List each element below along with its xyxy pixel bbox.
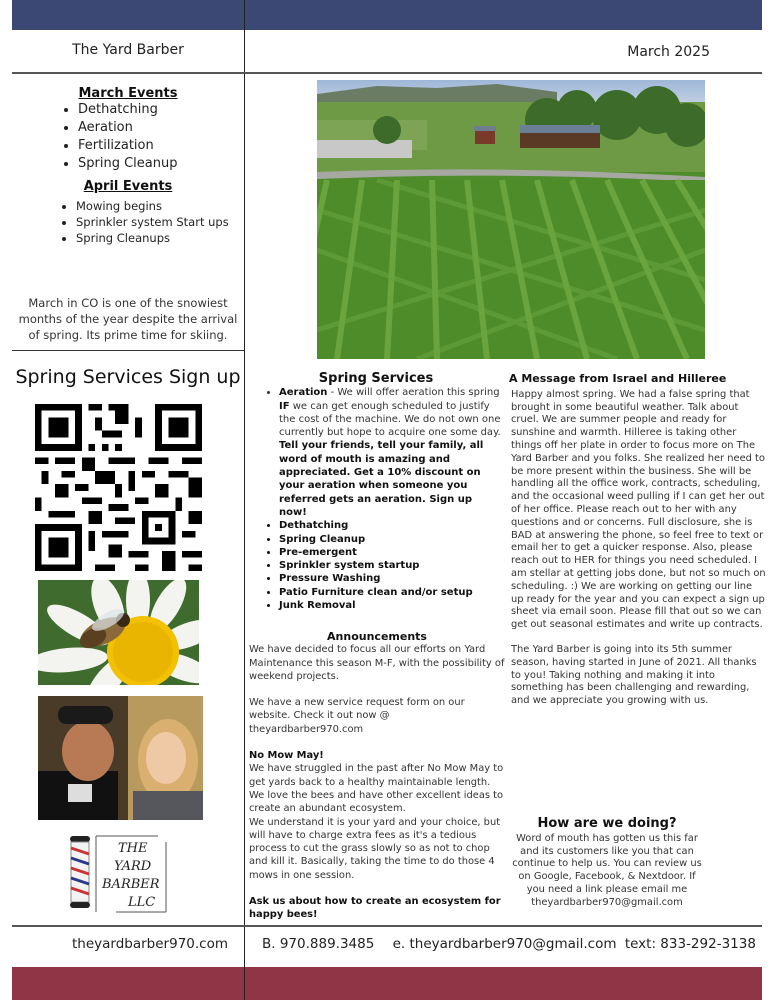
announcement-paragraph: We have a new service request form on our website. Check it out now @ theyardbarber970.com xyxy=(249,697,465,735)
feedback-section xyxy=(509,818,705,910)
bottom-color-band xyxy=(12,967,762,1000)
aeration-text: - We will offer aeration this spring xyxy=(327,387,500,399)
list-item: • Sprinkler system Start ups xyxy=(76,214,244,230)
feedback-text: Word of mouth has gotten us this far and its customers like you that can continue to help us. You can review us on Google, Facebook, & Nextdoor. If you need a link please email me xyxy=(512,832,702,895)
colorado-weather-note: March in CO is one of the snowiest months of the year despite the arrival of spring. Its prime time for skiing. xyxy=(18,296,238,342)
signup-title: Spring Services Sign up xyxy=(15,366,241,388)
israel-and-hilleree-photo xyxy=(38,696,203,820)
footer-website-link[interactable]: theyardbarber970.com xyxy=(71,936,228,952)
yard-barber-logo xyxy=(66,830,174,915)
svg-text:BARBER: BARBER xyxy=(102,877,160,892)
footer-text-number[interactable]: text: 833-292-3138 xyxy=(624,936,756,952)
list-item: • Patio Furniture clean and/or setup xyxy=(279,586,503,599)
message-paragraph: Happy almost spring. We had a false spring that brought in some beautiful weather. Talk about cruel. We are summer people and ready for sunshine and warmth. Hilleree is taking other things off her plate in order to focus more on The Yard Barber and you folks. She realized her need to be more present within the business. She will be handling all the office work, contracts, scheduling, and the occasional weed pulling if I can get her out of her office. Please reach out to her with any questions and or concerns. Full disclosure, she is BAD at answering the phone, so feel free to text or email her to get a quicker response. Also, please reach out to HER for things you need scheduled. I am stellar at getting jobs done, but not so much on scheduling. :) We are working on getting our line up ready for the year and you can expect a sign up sheet via email soon. Please fill that out so we can get out seasonal estimates and write up contracts. xyxy=(511,388,766,631)
list-item: • Spring Cleanups xyxy=(76,230,244,246)
announcements-title: Announcements xyxy=(327,630,427,643)
sidebar-divider xyxy=(12,350,244,351)
spring-services-title: Spring Services xyxy=(318,371,434,386)
issue-date: March 2025 xyxy=(627,44,710,60)
list-item-aeration xyxy=(279,386,503,519)
aeration-text-2: we can get enough scheduled to justify the cost of the machine. We do not own one currently but hope to acquire one some day. xyxy=(279,400,501,439)
qr-code-icon[interactable] xyxy=(35,404,202,571)
april-events-list xyxy=(76,198,244,246)
aeration-referral-text: Tell your friends, tell your family, all word of mouth is amazing and appreciated. Get a 10% discount on your aeration when someone you referred gets an aeration. Sign up now! xyxy=(279,440,484,518)
list-item: • Pressure Washing xyxy=(279,572,503,585)
list-item: • Spring Cleanup xyxy=(78,155,244,173)
announcement-paragraph: We have decided to focus all our efforts on Yard Maintenance this season M-F, with the possibility of weekend projects. xyxy=(249,644,505,682)
spring-services-section xyxy=(249,372,503,612)
list-item: • Dethatching xyxy=(78,101,244,119)
aeration-if: IF xyxy=(279,400,290,412)
column-divider xyxy=(244,0,245,1000)
footer-email[interactable]: e. theyardbarber970@gmail.com xyxy=(392,936,617,952)
aeration-label: Aeration xyxy=(279,387,328,399)
owners-message-section xyxy=(509,373,767,720)
april-events-title: April Events xyxy=(83,179,173,194)
top-color-band xyxy=(12,0,762,30)
feedback-title: How are we doing? xyxy=(537,816,677,831)
announcement-paragraph: We understand it is your yard and your choice, but will have to charge extra fees as it's a tedious process to cut the grass slowly so as not to chop and kill it. Basically, taking the time to do those 4 mows in one session. xyxy=(249,816,501,881)
striped-lawn-photo xyxy=(317,80,705,359)
footer-divider xyxy=(12,925,762,927)
list-item: • Pre-emergent xyxy=(279,546,503,559)
svg-text:THE: THE xyxy=(118,841,148,856)
footer-phone[interactable]: B. 970.889.3485 xyxy=(262,936,375,952)
list-item: • Fertilization xyxy=(78,137,244,155)
march-events-list xyxy=(78,101,244,173)
list-item: • Sprinkler system startup xyxy=(279,559,503,572)
march-events-title: March Events xyxy=(78,86,178,101)
message-title: A Message from Israel and Hilleree xyxy=(509,372,727,385)
svg-text:YARD: YARD xyxy=(114,859,152,874)
header-divider xyxy=(12,72,762,74)
svg-text:LLC: LLC xyxy=(128,895,156,910)
list-item: • Mowing begins xyxy=(76,198,244,214)
list-item: • Spring Cleanup xyxy=(279,533,503,546)
ecosystem-callout: Ask us about how to create an ecosystem for happy bees! xyxy=(249,896,501,921)
business-name: The Yard Barber xyxy=(72,42,184,58)
list-item: • Dethatching xyxy=(279,519,503,532)
footer-contact xyxy=(262,936,756,952)
list-item: • Junk Removal xyxy=(279,599,503,612)
feedback-email[interactable]: theyardbarber970@gmail.com xyxy=(531,896,683,908)
bee-on-daisy-photo xyxy=(38,580,199,685)
message-paragraph: The Yard Barber is going into its 5th summer season, having started in June of 2021. All thanks to you! Taking nothing and making it into something has been challenging and rewarding, and we appreciate you growing with us. xyxy=(511,643,757,707)
events-section xyxy=(12,86,244,246)
announcements-section xyxy=(249,630,505,922)
no-mow-may-title: No Mow May! xyxy=(249,750,324,762)
announcement-paragraph: We have struggled in the past after No Mow May to get yards back to a healthy maintainable length. We love the bees and have other excellent ideas to create an abundant ecosystem. xyxy=(249,763,504,815)
list-item: • Aeration xyxy=(78,119,244,137)
spring-services-list xyxy=(279,386,503,612)
